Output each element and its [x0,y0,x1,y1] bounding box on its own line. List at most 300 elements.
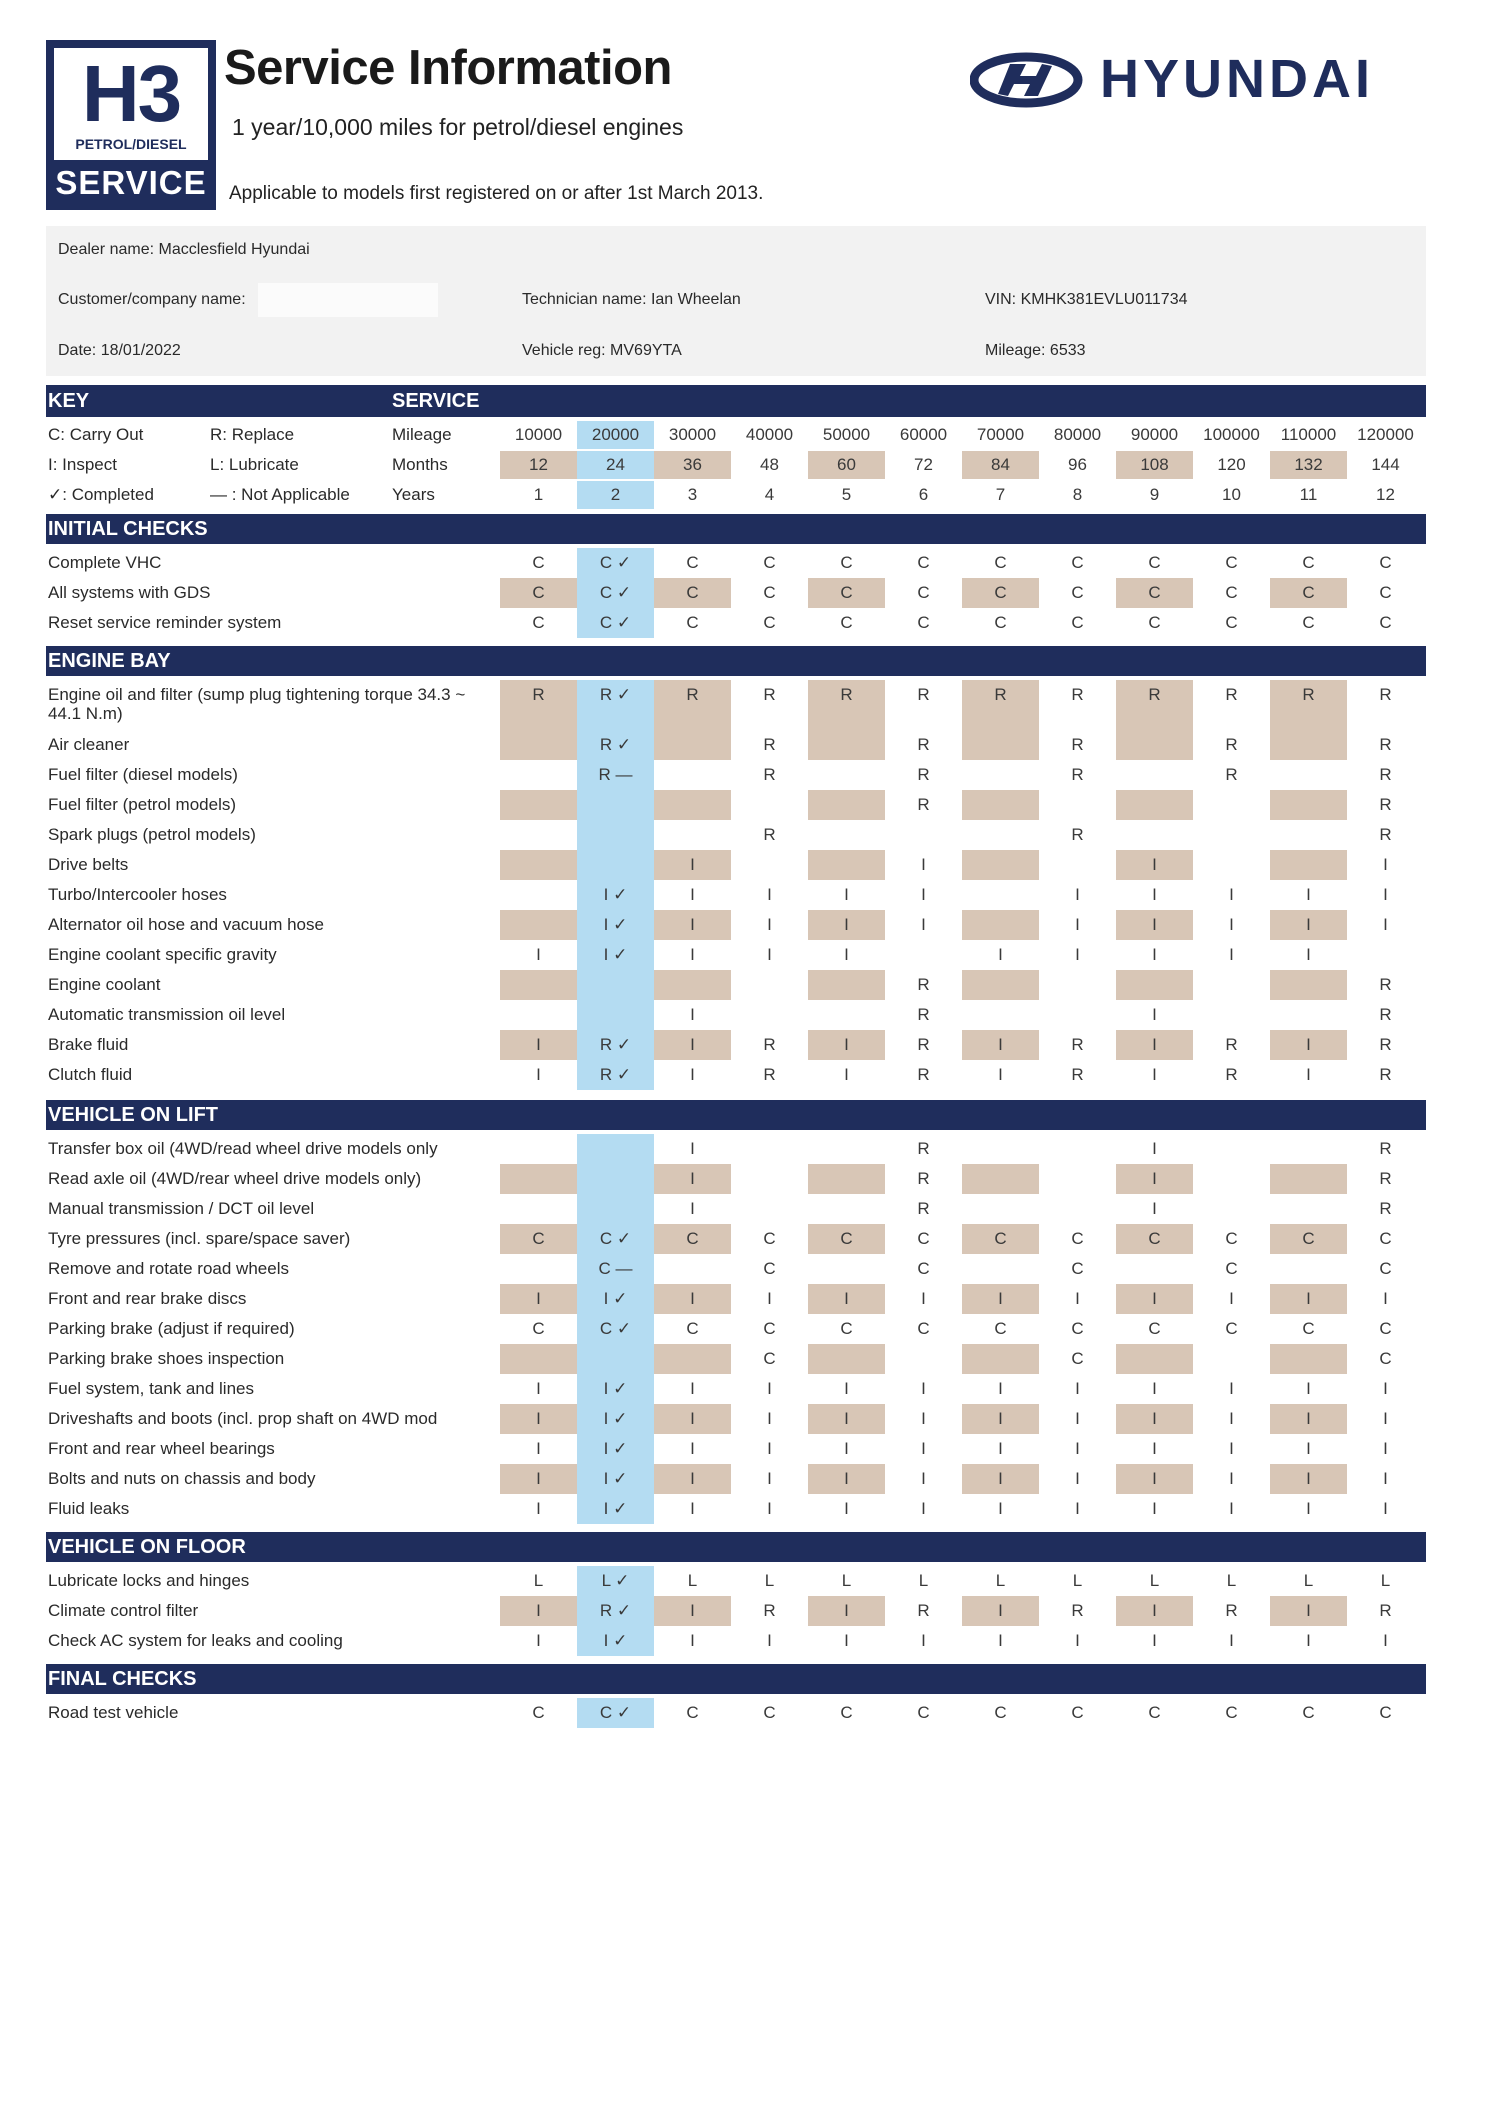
schedule-cell: I [998,945,1003,964]
schedule-cell: I [1229,915,1234,934]
schedule-cell: C [763,1229,776,1248]
schedule-cell: R ✓ [599,685,632,704]
schedule-cell: I [1229,1289,1234,1308]
key-legend-item: C: Carry Out [48,425,144,444]
schedule-cell [808,970,885,1000]
schedule-cell: R [1148,685,1161,704]
schedule-item-label: Tyre pressures (incl. spare/space saver) [48,1229,351,1248]
schedule-cell: I [767,1409,772,1428]
key-legend-item: — : Not Applicable [210,485,350,504]
schedule-cell [500,730,577,760]
schedule-cell [808,820,885,850]
schedule-cell: C [763,583,776,602]
schedule-cell: C [1302,1319,1315,1338]
schedule-item-label: Lubricate locks and hinges [48,1571,250,1590]
schedule-cell: C [686,583,699,602]
schedule-cell: I [1152,1601,1157,1620]
schedule-cell: R [763,825,776,844]
schedule-cell: I [690,1199,695,1218]
schedule-cell: C ✓ [599,1703,632,1722]
schedule-cell [731,1164,808,1194]
schedule-cell: I [998,1499,1003,1518]
schedule-cell [500,1000,577,1030]
schedule-item-label: Clutch fluid [48,1065,133,1084]
schedule-cell: I [1152,1169,1157,1188]
technician-name: Technician name: Ian Wheelan [522,291,741,308]
schedule-cell: I [690,855,695,874]
schedule-cell: C [1071,1349,1084,1368]
interval-years-cell: 12 [1376,485,1395,504]
schedule-cell: I [844,1379,849,1398]
schedule-cell: R [917,975,930,994]
schedule-cell: R [763,685,776,704]
schedule-cell: I [1383,1439,1388,1458]
schedule-cell: R [917,795,930,814]
schedule-cell [1270,1194,1347,1224]
schedule-cell: I ✓ [603,1409,628,1428]
schedule-cell: I [998,1409,1003,1428]
schedule-cell [577,1194,654,1224]
schedule-cell: C [1302,1703,1315,1722]
schedule-cell: C [1148,1703,1161,1722]
schedule-cell: I [1306,1409,1311,1428]
schedule-cell: I [767,885,772,904]
schedule-cell: C [532,1229,545,1248]
schedule-cell [1039,970,1116,1000]
schedule-cell [808,850,885,880]
schedule-cell: R [1379,1169,1392,1188]
schedule-cell: I [1383,855,1388,874]
schedule-cell [1193,820,1270,850]
schedule-cell: R [1225,1065,1238,1084]
schedule-cell: I [921,1409,926,1428]
schedule-cell: C [1071,1259,1084,1278]
schedule-item-label: Check AC system for leaks and cooling [48,1631,343,1650]
schedule-cell: C [763,553,776,572]
schedule-item-label: Engine coolant specific gravity [48,945,277,964]
schedule-cell: R [917,1065,930,1084]
schedule-cell [1039,850,1116,880]
schedule-item-label: Spark plugs (petrol models) [48,825,256,844]
schedule-cell: I ✓ [603,945,628,964]
interval-months-cell: 84 [991,455,1010,474]
schedule-cell [1039,1194,1116,1224]
schedule-cell: C [686,1229,699,1248]
schedule-item-label: Parking brake (adjust if required) [48,1319,295,1338]
schedule-cell [808,730,885,760]
schedule-cell: I [1229,885,1234,904]
interval-years-cell: 6 [918,485,929,504]
badge-sub: PETROL/DIESEL [75,136,187,152]
schedule-cell: I [1075,1439,1080,1458]
schedule-cell: C [532,1319,545,1338]
schedule-cell [731,850,808,880]
schedule-cell: C [917,553,930,572]
schedule-cell: L ✓ [601,1571,630,1590]
schedule-cell: I ✓ [603,915,628,934]
interval-months-cell: 24 [606,455,625,474]
schedule-cell: C [763,1349,776,1368]
schedule-cell: C ✓ [599,583,632,602]
schedule-cell: R [1379,1139,1392,1158]
schedule-cell: I [1152,855,1157,874]
schedule-cell [808,1194,885,1224]
schedule-cell [1039,1164,1116,1194]
schedule-cell: I [1383,1409,1388,1428]
schedule-cell: I ✓ [603,1469,628,1488]
schedule-cell: R [1379,795,1392,814]
schedule-cell: I [998,1601,1003,1620]
schedule-item-label: Engine oil and filter (sump plug tightening torque 34.3 ~ [48,685,466,704]
schedule-cell: R [917,1139,930,1158]
schedule-cell [1270,1000,1347,1030]
schedule-cell: I [921,1469,926,1488]
schedule-cell: I [844,915,849,934]
applicability-note: Applicable to models first registered on or after 1st March 2013. [229,183,764,204]
schedule-cell [500,910,577,940]
schedule-item-label: Read axle oil (4WD/rear wheel drive models only) [48,1169,422,1188]
schedule-cell: I [536,1469,541,1488]
schedule-cell [885,940,962,970]
schedule-cell: I [998,1439,1003,1458]
schedule-cell: R [1071,1065,1084,1084]
interval-mileage-cell: 20000 [591,425,640,444]
schedule-cell: C ✓ [599,1229,632,1248]
schedule-cell: L [1226,1571,1237,1590]
schedule-cell [962,760,1039,790]
schedule-cell: C [1302,553,1315,572]
schedule-cell: I [921,1379,926,1398]
customer-name: Customer/company name: [58,291,246,308]
schedule-cell: I [1229,1469,1234,1488]
schedule-item-label: Complete VHC [48,553,162,572]
schedule-cell [1270,1344,1347,1374]
schedule-cell: I [1152,1379,1157,1398]
schedule-cell: C [1071,613,1084,632]
schedule-cell: R [1071,765,1084,784]
key-legend-item: L: Lubricate [210,455,299,474]
schedule-cell: I [536,1409,541,1428]
schedule-cell: I [1229,1631,1234,1650]
schedule-cell: I [921,1631,926,1650]
schedule-cell: R [1071,735,1084,754]
schedule-item-label: Parking brake shoes inspection [48,1349,285,1368]
schedule-cell: R — [598,765,633,784]
schedule-cell [1116,820,1193,850]
schedule-cell [962,1134,1039,1164]
schedule-cell: C [1302,1229,1315,1248]
interval-months-cell: 132 [1294,455,1323,474]
schedule-cell: I [690,885,695,904]
schedule-cell [500,880,577,910]
schedule-cell [577,820,654,850]
schedule-cell [1270,820,1347,850]
badge-service: SERVICE [55,164,207,201]
schedule-cell: I [1306,1289,1311,1308]
schedule-cell [808,1254,885,1284]
schedule-cell: R [1225,685,1238,704]
schedule-cell: C [1225,1703,1238,1722]
schedule-cell: L [687,1571,698,1590]
schedule-cell [500,850,577,880]
schedule-cell: I [1306,1439,1311,1458]
schedule-cell [808,760,885,790]
schedule-cell: I ✓ [603,1499,628,1518]
schedule-cell: I [1075,885,1080,904]
schedule-cell: L [1149,1571,1160,1590]
schedule-cell [500,820,577,850]
schedule-cell: R [1379,1035,1392,1054]
schedule-cell: R [1071,1601,1084,1620]
schedule-cell: C ✓ [599,1319,632,1338]
schedule-cell [1116,790,1193,820]
schedule-cell: L [533,1571,544,1590]
schedule-cell: I [690,1379,695,1398]
schedule-cell: C [840,1319,853,1338]
schedule-cell: R [917,735,930,754]
schedule-cell: C [1071,553,1084,572]
schedule-cell: C [840,613,853,632]
interval-months-cell: 12 [529,455,548,474]
schedule-cell [1193,1164,1270,1194]
schedule-cell: I [1229,1499,1234,1518]
schedule-item-label: Manual transmission / DCT oil level [48,1199,315,1218]
schedule-cell: C [1379,613,1392,632]
section-header: INITIAL CHECKS [46,514,1426,544]
schedule-cell: R [1379,735,1392,754]
schedule-cell [1039,1000,1116,1030]
schedule-cell [1270,760,1347,790]
interval-mileage-cell: 30000 [668,425,717,444]
schedule-cell [808,1164,885,1194]
schedule-cell: C [532,553,545,572]
schedule-cell: I [690,1601,695,1620]
schedule-cell: R [763,735,776,754]
schedule-cell: I [844,1439,849,1458]
schedule-cell: C [1225,553,1238,572]
schedule-cell: I [767,1289,772,1308]
schedule-item-label: Engine coolant [48,975,161,994]
schedule-cell: I [1306,1379,1311,1398]
schedule-cell: R [1379,765,1392,784]
schedule-cell: I [998,1065,1003,1084]
schedule-cell [962,970,1039,1000]
schedule-cell: I [767,1499,772,1518]
interval-years-cell: 7 [995,485,1006,504]
schedule-cell: R [1071,1035,1084,1054]
schedule-cell: C [1302,613,1315,632]
page-subtitle: 1 year/10,000 miles for petrol/diesel engines [232,114,684,140]
schedule-cell: C [1379,583,1392,602]
schedule-cell: I [1075,915,1080,934]
schedule-cell: I [690,1409,695,1428]
schedule-cell [1116,1254,1193,1284]
schedule-cell: C [917,1229,930,1248]
interval-months-cell: 48 [760,455,779,474]
schedule-cell: I [1383,1469,1388,1488]
interval-row-label: Years [392,485,435,504]
schedule-cell: R [1225,765,1238,784]
interval-months-cell: 36 [683,455,702,474]
schedule-cell: I [1075,1289,1080,1308]
schedule-cell: C [763,1319,776,1338]
schedule-cell: I [1229,1409,1234,1428]
schedule-cell: I [1383,1289,1388,1308]
service-heading: SERVICE [392,390,480,412]
schedule-cell: C [994,583,1007,602]
schedule-cell: R [763,1035,776,1054]
schedule-cell [1039,1134,1116,1164]
schedule-item-label-cont: 44.1 N.m) [48,704,123,723]
interval-mileage-cell: 110000 [1280,425,1337,444]
schedule-cell [500,970,577,1000]
vin: VIN: KMHK381EVLU011734 [985,291,1188,308]
schedule-cell: I [1075,1409,1080,1428]
schedule-cell: C [840,1229,853,1248]
schedule-cell: R [763,1601,776,1620]
schedule-cell: R [1379,685,1392,704]
schedule-cell: C [1225,583,1238,602]
schedule-cell: I [1152,1199,1157,1218]
schedule-cell [654,790,731,820]
schedule-cell: I [1383,1379,1388,1398]
schedule-cell [885,820,962,850]
schedule-cell: I [998,1035,1003,1054]
interval-mileage-cell: 40000 [745,425,794,444]
schedule-cell [500,1194,577,1224]
schedule-cell: C [1225,613,1238,632]
schedule-cell: I ✓ [603,1439,628,1458]
schedule-cell: C [686,1319,699,1338]
schedule-cell: C [840,1703,853,1722]
schedule-cell: C [532,583,545,602]
schedule-item-label: All systems with GDS [48,583,211,602]
schedule-cell: I [1152,1005,1157,1024]
h3-service-badge [46,40,216,210]
section-header: FINAL CHECKS [46,1664,1426,1694]
service-date: Date: 18/01/2022 [58,342,181,359]
schedule-cell: C [686,1703,699,1722]
schedule-cell: I [1306,945,1311,964]
schedule-cell [1270,970,1347,1000]
schedule-cell [577,790,654,820]
schedule-cell: I [536,1289,541,1308]
schedule-cell: R [917,1169,930,1188]
schedule-item-label: Air cleaner [48,735,130,754]
interval-years-cell: 1 [533,485,544,504]
schedule-item-label: Front and rear brake discs [48,1289,247,1308]
schedule-cell: I [690,1065,695,1084]
schedule-cell: I [921,855,926,874]
schedule-cell [731,790,808,820]
schedule-cell [1193,1134,1270,1164]
schedule-cell [577,1164,654,1194]
schedule-cell [731,1134,808,1164]
schedule-cell: I [844,945,849,964]
schedule-cell: L [1072,1571,1083,1590]
schedule-cell [577,1134,654,1164]
schedule-cell: I [536,1499,541,1518]
interval-mileage-cell: 70000 [976,425,1025,444]
schedule-cell [654,1254,731,1284]
schedule-cell: R [917,1035,930,1054]
schedule-cell: I [844,1631,849,1650]
schedule-cell [1193,1344,1270,1374]
schedule-cell: I [1383,1631,1388,1650]
schedule-cell: C — [598,1259,633,1278]
schedule-cell: I [1152,1439,1157,1458]
schedule-cell: I [767,1631,772,1650]
interval-row-label: Months [392,455,448,474]
interval-years-cell: 4 [764,485,775,504]
interval-months-cell: 60 [837,455,856,474]
schedule-cell: I [921,885,926,904]
schedule-cell [1193,850,1270,880]
schedule-cell: I [536,1379,541,1398]
schedule-cell [1347,940,1424,970]
schedule-cell [1270,1134,1347,1164]
schedule-cell [731,970,808,1000]
schedule-cell: C [1302,583,1315,602]
schedule-cell: I [1152,915,1157,934]
section-header: VEHICLE ON LIFT [46,1100,1426,1130]
schedule-cell: C ✓ [599,613,632,632]
schedule-cell: C [1148,1229,1161,1248]
vehicle-reg: Vehicle reg: MV69YTA [522,342,682,359]
schedule-cell: I ✓ [603,1289,628,1308]
schedule-cell: C [1071,1229,1084,1248]
schedule-cell: C [1148,583,1161,602]
interval-years-cell: 5 [841,485,852,504]
schedule-cell: R [994,685,1007,704]
schedule-cell [500,1134,577,1164]
schedule-cell: I [998,1631,1003,1650]
schedule-cell: C [1148,1319,1161,1338]
schedule-cell: I [536,1631,541,1650]
interval-years-cell: 9 [1149,485,1160,504]
schedule-cell [962,850,1039,880]
schedule-cell: C [763,613,776,632]
schedule-cell: I [690,1005,695,1024]
interval-mileage-cell: 80000 [1053,425,1102,444]
schedule-cell [1193,1000,1270,1030]
schedule-cell: C [1225,1319,1238,1338]
schedule-cell: R [1225,735,1238,754]
schedule-cell [500,1344,577,1374]
schedule-cell: C [763,1259,776,1278]
schedule-cell: C [1379,1229,1392,1248]
section-header: ENGINE BAY [46,646,1426,676]
schedule-cell: I [1306,1499,1311,1518]
schedule-cell: I [1152,1499,1157,1518]
schedule-cell: R [1379,1199,1392,1218]
badge-code: H3 [81,49,181,138]
schedule-cell: I [921,1289,926,1308]
schedule-cell: C [917,583,930,602]
brand-wordmark: HYUNDAI [1100,49,1375,109]
schedule-cell: I [1075,1379,1080,1398]
schedule-cell [808,1344,885,1374]
schedule-cell: R [763,1065,776,1084]
schedule-cell: R [917,1601,930,1620]
schedule-cell: I [1152,945,1157,964]
schedule-item-label: Road test vehicle [48,1703,179,1722]
interval-months-cell: 120 [1217,455,1246,474]
interval-years-cell: 10 [1222,485,1241,504]
schedule-cell: I [767,945,772,964]
schedule-cell: I [767,1379,772,1398]
schedule-cell: R [1071,685,1084,704]
